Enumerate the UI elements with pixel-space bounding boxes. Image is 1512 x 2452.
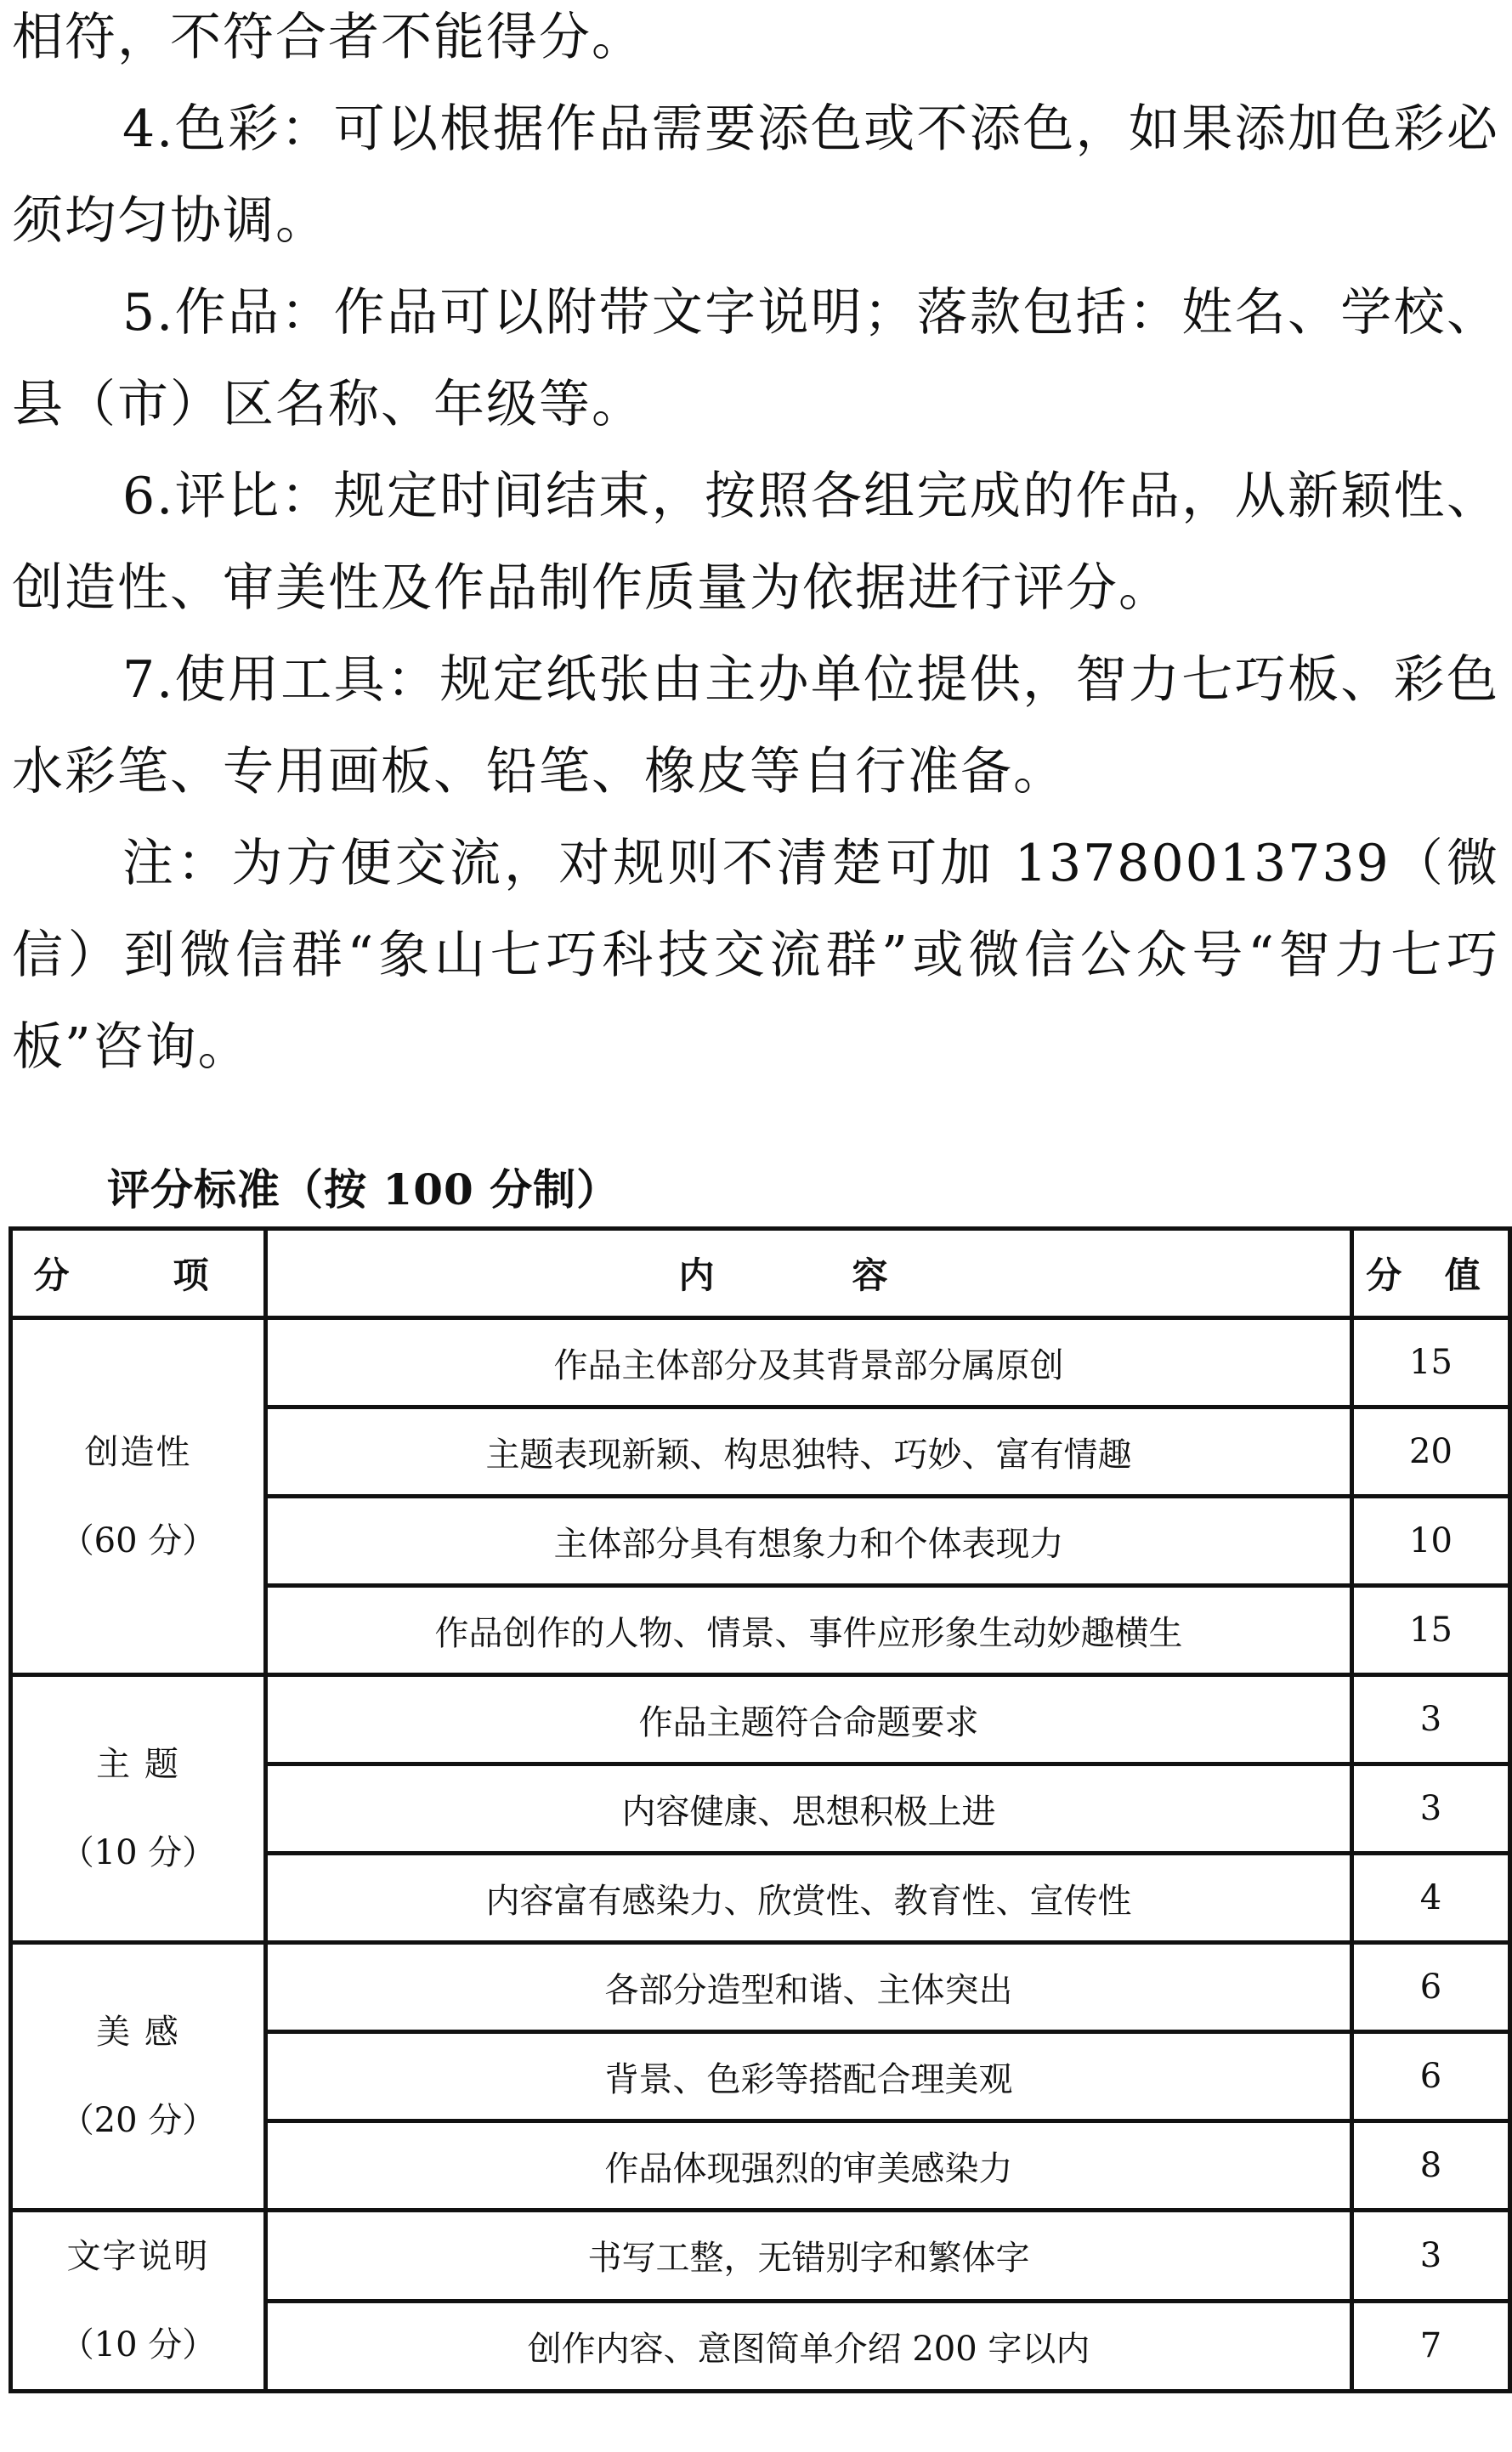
criterion-score: 6: [1352, 2032, 1510, 2121]
criterion-content: 作品主题符合命题要求: [266, 1675, 1352, 1764]
scoring-table: [8, 1226, 1512, 2393]
criterion-score: 3: [1352, 1675, 1510, 1764]
criterion-score: 8: [1352, 2121, 1510, 2211]
category-points: （10 分）: [59, 2325, 217, 2364]
criterion-content: 内容健康、思想积极上进: [266, 1764, 1352, 1854]
criterion-score: 6: [1352, 1943, 1510, 2032]
category-cell: [11, 1943, 266, 2211]
table-header-row: [11, 1229, 1510, 1318]
table-row: [11, 1943, 1510, 2032]
criterion-content: 内容富有感染力、欣赏性、教育性、宣传性: [266, 1854, 1352, 1943]
header-content: 内 容: [266, 1229, 1352, 1318]
criterion-content: 创作内容、意图简单介绍 200 字以内: [266, 2301, 1352, 2392]
criterion-score: 3: [1352, 2211, 1510, 2302]
category-cell: [11, 2211, 266, 2392]
criterion-score: 7: [1352, 2301, 1510, 2392]
criterion-content: 书写工整，无错别字和繁体字: [266, 2211, 1352, 2302]
paragraph-color-rule: 4.色彩：可以根据作品需要添色或不添色，如果添加色彩必须均匀协调。: [12, 99, 1499, 251]
criterion-score: 15: [1352, 1586, 1510, 1675]
category-name: 美 感: [96, 2013, 180, 2052]
category-name: 文字说明: [66, 2237, 210, 2276]
criterion-score: 20: [1352, 1407, 1510, 1497]
category-name: 主 题: [96, 1745, 180, 1784]
category-points: （10 分）: [59, 1833, 217, 1872]
paragraph-note: 注：为方便交流，对规则不清楚可加 13780013739（微信）到微信群“象山七巧科技交流群”或微信公众号“智力七巧板”咨询。: [12, 834, 1499, 1077]
category-cell: [11, 1675, 266, 1943]
category-name: 创造性: [84, 1432, 192, 1472]
paragraph-tools-rule: 7.使用工具：规定纸张由主办单位提供，智力七巧板、彩色水彩笔、专用画板、铅笔、橡皮等自行准备。: [12, 650, 1499, 801]
criterion-content: 作品主体部分及其背景部分属原创: [266, 1318, 1352, 1407]
paragraph-continuation: 相符，不符合者不能得分。: [12, 8, 644, 67]
criterion-score: 3: [1352, 1764, 1510, 1854]
criterion-content: 主体部分具有想象力和个体表现力: [266, 1497, 1352, 1586]
scoring-table-title: 评分标准（按 100 分制）: [107, 1164, 620, 1215]
category-points: （20 分）: [59, 2101, 217, 2140]
criterion-content: 作品创作的人物、情景、事件应形象生动妙趣横生: [266, 1586, 1352, 1675]
category-cell: [11, 1318, 266, 1675]
criterion-content: 背景、色彩等搭配合理美观: [266, 2032, 1352, 2121]
header-score: 分 值: [1352, 1229, 1510, 1318]
criterion-score: 10: [1352, 1497, 1510, 1586]
criterion-score: 4: [1352, 1854, 1510, 1943]
category-points: （60 分）: [59, 1520, 217, 1560]
criterion-content: 各部分造型和谐、主体突出: [266, 1943, 1352, 2032]
paragraph-work-rule: 5.作品：作品可以附带文字说明；落款包括：姓名、学校、县（市）区名称、年级等。: [12, 283, 1499, 434]
criterion-score: 15: [1352, 1318, 1510, 1407]
table-row: [11, 1675, 1510, 1764]
header-category: 分 项: [11, 1229, 266, 1318]
criterion-content: 作品体现强烈的审美感染力: [266, 2121, 1352, 2211]
paragraph-judging-rule: 6.评比：规定时间结束，按照各组完成的作品，从新颖性、创造性、审美性及作品制作质量为依据进行评分。: [12, 467, 1499, 618]
table-row: [11, 1318, 1510, 1407]
criterion-content: 主题表现新颖、构思独特、巧妙、富有情趣: [266, 1407, 1352, 1497]
table-row: [11, 2211, 1510, 2302]
